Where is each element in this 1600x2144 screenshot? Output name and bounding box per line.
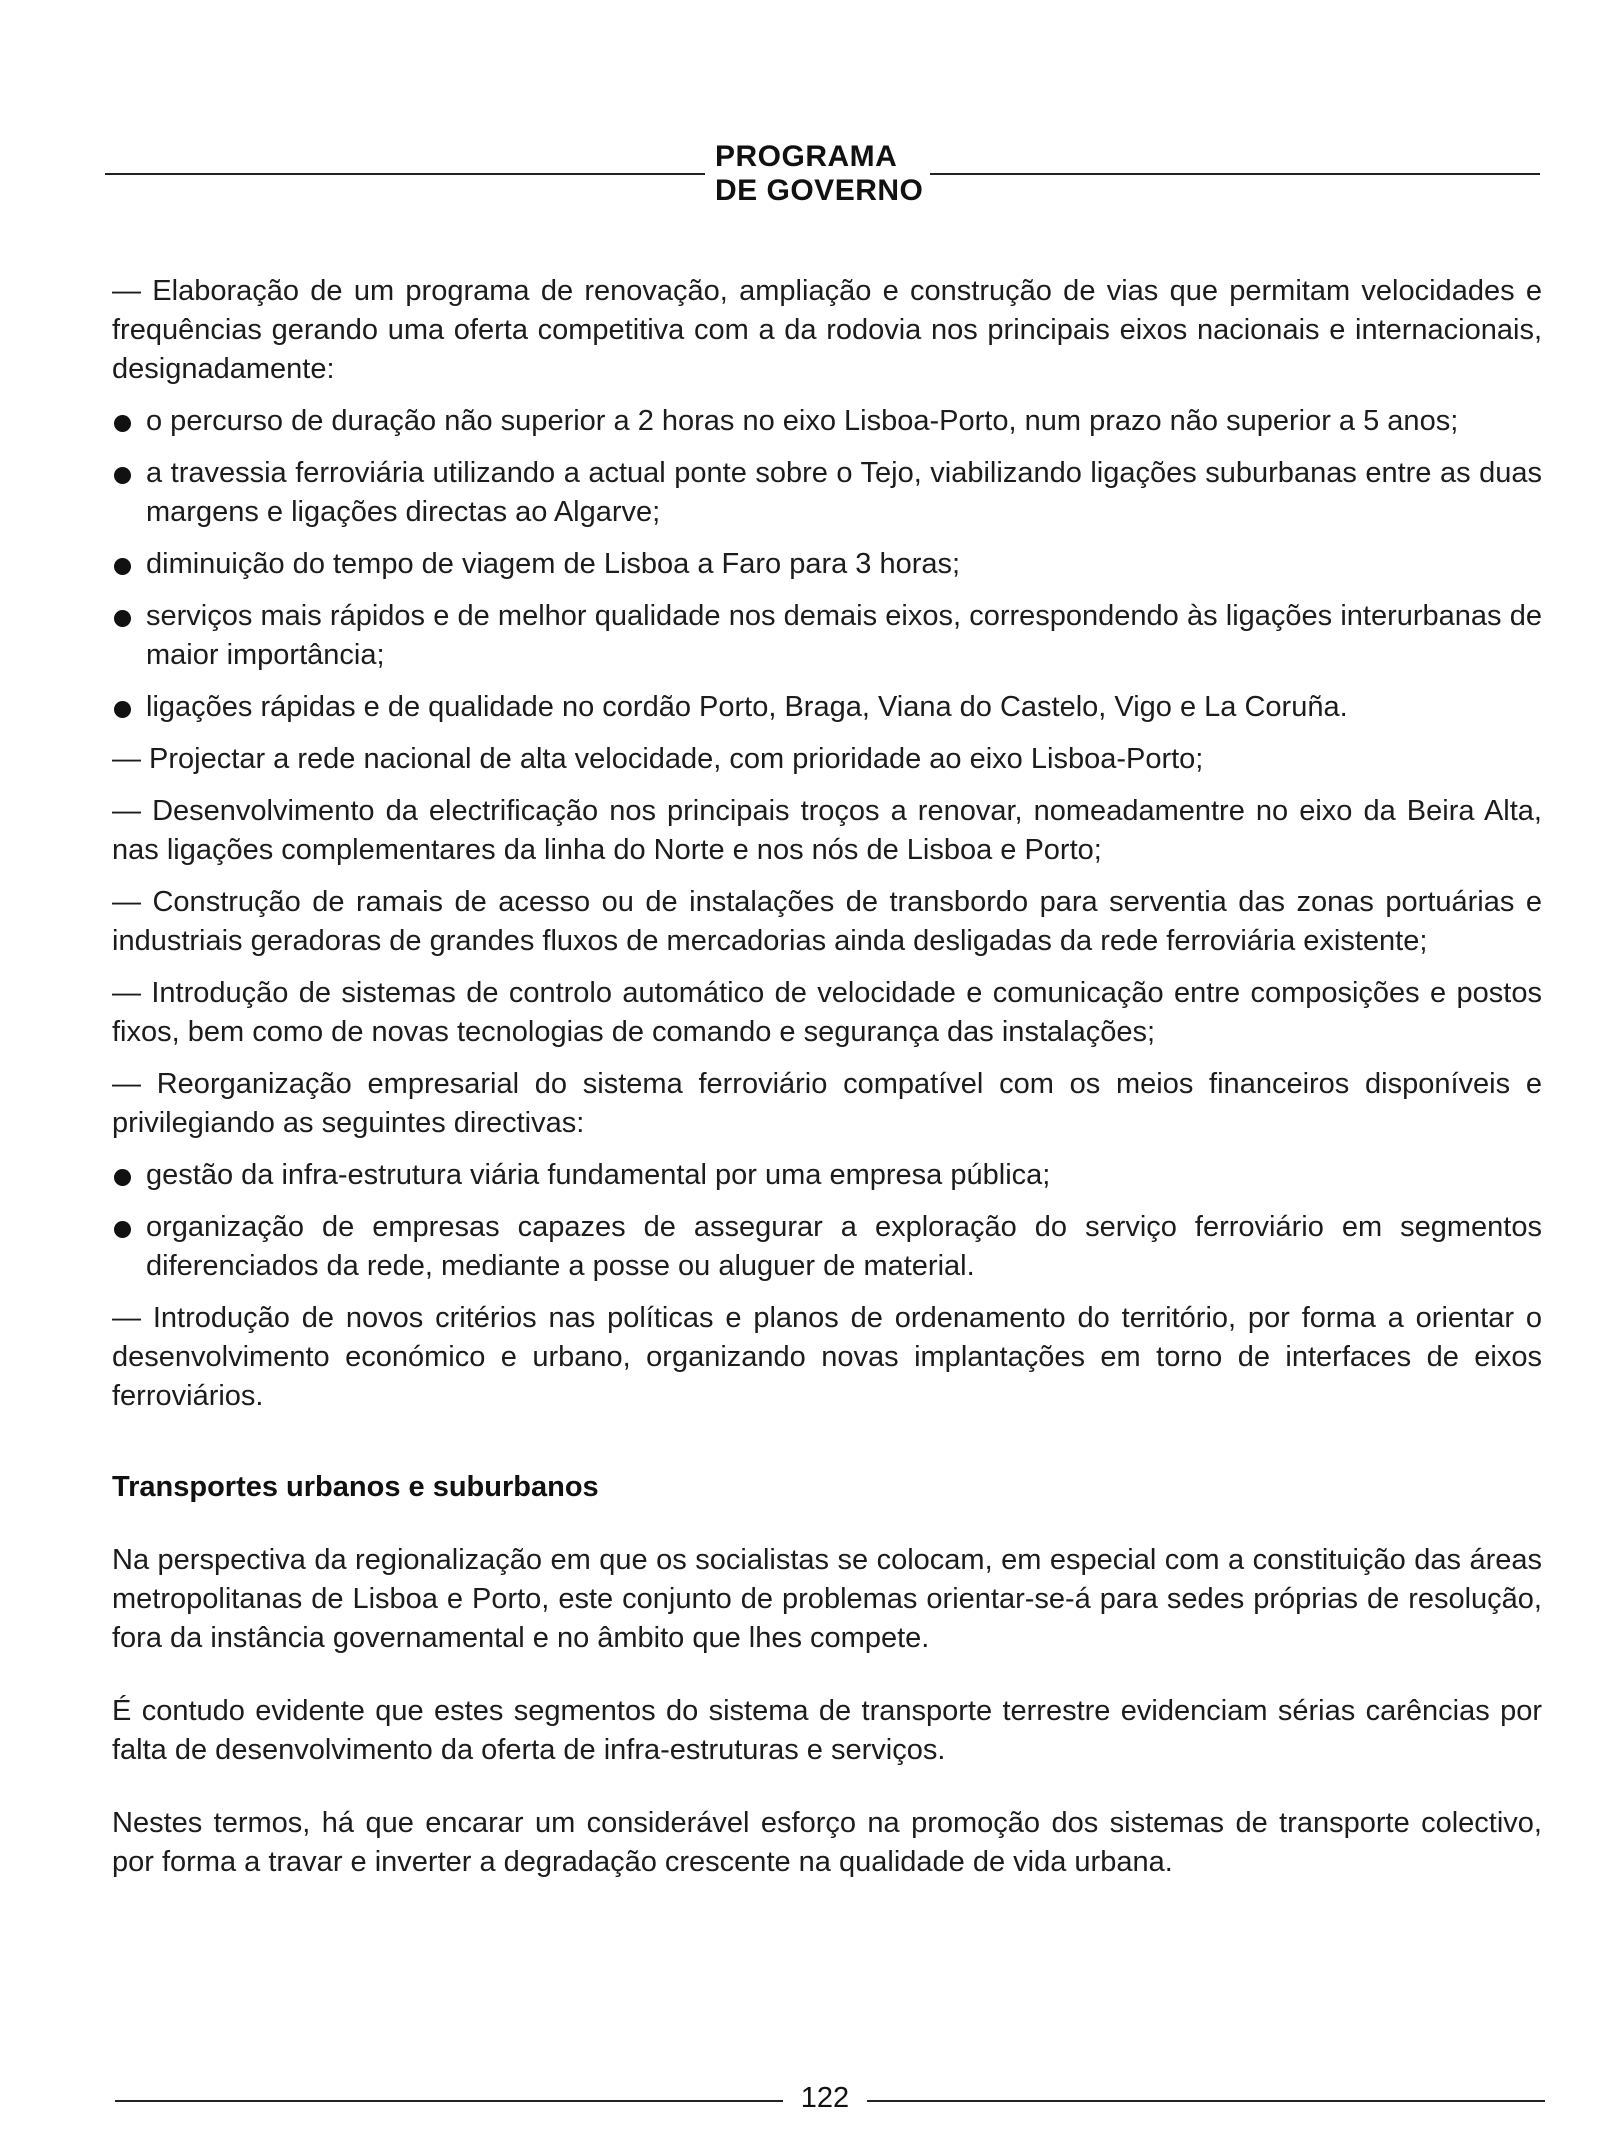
dash-item: — Introdução de novos critérios nas políticas e planos de ordenamento do território, por forma a orientar o desenvolvimento económico e urbano, organizando novas implantações em torno de interfaces de eixos ferroviários. <box>112 1302 1542 1412</box>
bullet-item <box>112 688 1542 727</box>
bullet-text: o percurso de duração não superior a 2 horas no eixo Lisboa-Porto, num prazo não superior a 5 anos; <box>146 405 1459 437</box>
paragraph: Nestes termos, há que encarar um considerável esforço na promoção dos sistemas de transporte colectivo, por forma a travar e inverter a degradação crescente na qualidade de vida urbana. <box>112 1807 1542 1878</box>
dash-item: — Construção de ramais de acesso ou de instalações de transbordo para serventia das zonas portuárias e industriais geradoras de grandes fluxos de mercadorias ainda desligadas da rede ferroviária existente; <box>112 886 1542 957</box>
section-heading: Transportes urbanos e suburbanos <box>112 1471 599 1503</box>
header-rule-right <box>930 173 1540 175</box>
bullet-icon <box>114 558 131 575</box>
bullet-icon <box>114 701 131 718</box>
bullet-icon <box>114 1221 131 1238</box>
bullet-item <box>112 454 1542 532</box>
bullet-text: a travessia ferroviária utilizando a actual ponte sobre o Tejo, viabilizando ligações suburbanas entre as duas margens e ligações directas ao Algarve; <box>146 457 1542 528</box>
bullet-item <box>112 597 1542 675</box>
header-title-line1: PROGRAMA <box>715 140 898 173</box>
header-rule-left <box>105 173 705 175</box>
bullet-text: serviços mais rápidos e de melhor qualidade nos demais eixos, correspondendo às ligações interurbanas de maior importância; <box>146 600 1542 671</box>
bullet-item <box>112 402 1542 441</box>
bullet-icon <box>114 610 131 627</box>
bullet-icon <box>114 1169 131 1186</box>
dash-item: — Elaboração de um programa de renovação, ampliação e construção de vias que permitam velocidades e frequências gerando uma oferta competitiva com a da rodovia nos principais eixos nacionais e internacionais, designadamente: <box>112 275 1542 385</box>
paragraph: É contudo evidente que estes segmentos do sistema de transporte terrestre evidenciam sérias carências por falta de desenvolvimento da oferta de infra-estruturas e serviços. <box>112 1695 1542 1766</box>
bullet-item <box>112 1156 1542 1195</box>
bullet-text: gestão da infra-estrutura viária fundamental por uma empresa pública; <box>146 1159 1051 1191</box>
bullet-item <box>112 1208 1542 1286</box>
dash-item: — Desenvolvimento da electrificação nos principais troços a renovar, nomeadamentre no eixo da Beira Alta, nas ligações complementares da linha do Norte e nos nós de Lisboa e Porto; <box>112 795 1542 866</box>
header-title-line2: DE GOVERNO <box>715 174 924 207</box>
bullet-icon <box>114 415 131 432</box>
bullet-text: diminuição do tempo de viagem de Lisboa a Faro para 3 horas; <box>146 548 961 580</box>
bullet-text: organização de empresas capazes de assegurar a exploração do serviço ferroviário em segmentos diferenciados da rede, mediante a posse ou aluguer de material. <box>146 1211 1542 1282</box>
bullet-item <box>112 545 1542 584</box>
paragraph: Na perspectiva da regionalização em que os socialistas se colocam, em especial com a constituição das áreas metropolitanas de Lisboa e Porto, este conjunto de problemas orientar-se-á para sedes próprias de resolução, fora da instância governamental e no âmbito que lhes compete. <box>112 1544 1542 1654</box>
bullet-text: ligações rápidas e de qualidade no cordão Porto, Braga, Viana do Castelo, Vigo e La Coruña. <box>146 691 1348 723</box>
page-header <box>105 140 1540 210</box>
dash-item: — Reorganização empresarial do sistema ferroviário compatível com os meios financeiros disponíveis e privilegiando as seguintes directivas: <box>112 1068 1542 1139</box>
page-number: 122 <box>800 2082 850 2114</box>
header-title <box>715 140 930 208</box>
document-body <box>112 272 1542 1916</box>
dash-item: — Introdução de sistemas de controlo automático de velocidade e comunicação entre composições e postos fixos, bem como de novas tecnologias de comando e segurança das instalações; <box>112 977 1542 1048</box>
footer-rule-right <box>867 2100 1545 2102</box>
page-footer <box>115 2080 1545 2120</box>
footer-rule-left <box>115 2100 783 2102</box>
bullet-icon <box>114 467 131 484</box>
dash-item: — Projectar a rede nacional de alta velocidade, com prioridade ao eixo Lisboa-Porto; <box>112 743 1204 775</box>
